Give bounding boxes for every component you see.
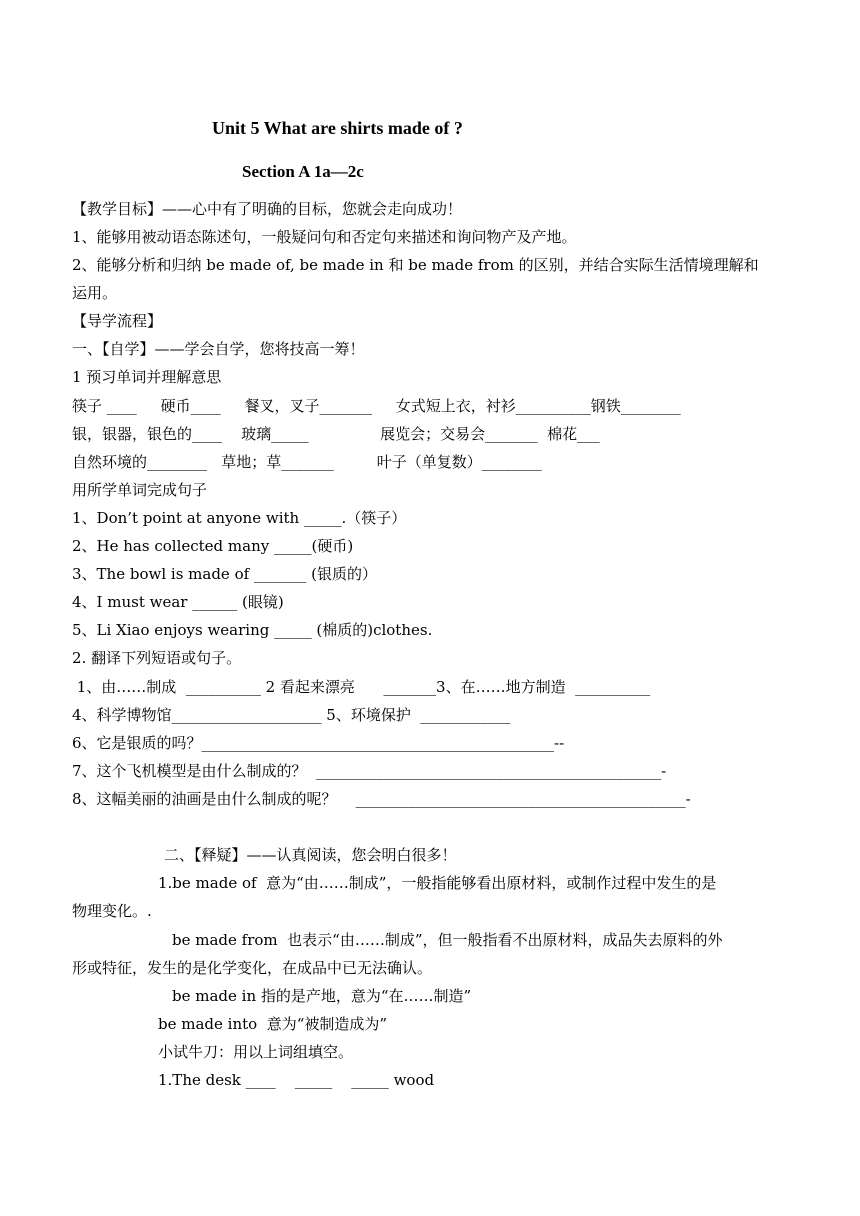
sentence-5: 5、Li Xiao enjoys wearing _____ (棉质的)clothes. <box>72 621 433 639</box>
vocab-row-1: 筷子 ____ 硬币____ 餐叉，叉子_______ 女式短上衣，衬衫__________钢铁________ <box>72 397 681 415</box>
explain-made-of: 1.be made of 意为“由……制成”，一般指能够看出原材料，或制作过程中发生的是 <box>158 874 717 892</box>
objectives-heading: 【教学目标】——心中有了明确的目标，您就会走向成功！ <box>72 200 463 218</box>
explain-made-from: be made from 也表示“由……制成”，但一般指看不出原材料，成品失去原料的外 <box>172 931 723 949</box>
sentence-2: 2、He has collected many _____(硬币) <box>72 537 354 555</box>
explain-made-into: be made into 意为“被制造成为” <box>158 1015 388 1033</box>
translate-row-2: 4、科学博物馆____________________ 5、环境保护 ____________ <box>72 706 511 724</box>
objective-2-cont: 运用。 <box>72 284 118 302</box>
sentence-3: 3、The bowl is made of _______ (银质的） <box>72 565 378 583</box>
unit-title: Unit 5 What are shirts made of ? <box>212 118 463 138</box>
vocab-row-3: 自然环境的________ 草地；草_______ 叶子（单复数）________ <box>72 453 542 471</box>
translate-heading: 2. 翻译下列短语或句子。 <box>72 649 242 667</box>
process-heading: 【导学流程】 <box>72 312 163 330</box>
self-study-heading: 一、【自学】——学会自学，您将技高一筹！ <box>72 340 365 358</box>
explain-made-from-cont: 形或特征，发生的是化学变化，在成品中已无法确认。 <box>72 959 433 977</box>
translate-row-5: 8、这幅美丽的油画是由什么制成的呢？ ____________________________________________- <box>72 790 691 808</box>
vocab-row-2: 银，银器，银色的____ 玻璃_____ 展览会；交易会_______ 棉花___ <box>72 425 600 443</box>
translate-row-3: 6、它是银质的吗？_______________________________________________-- <box>72 734 565 752</box>
practice-heading: 小试牛刀：用以上词组填空。 <box>158 1043 354 1061</box>
objective-2: 2、能够分析和归纳 be made of, be made in 和 be made from 的区别，并结合实际生活情境理解和 <box>72 256 759 274</box>
complete-sentences-heading: 用所学单词完成句子 <box>72 481 208 499</box>
clarify-heading: 二、【释疑】——认真阅读，您会明白很多！ <box>164 846 457 864</box>
objective-1: 1、能够用被动语态陈述句，一般疑问句和否定句来描述和询问物产及产地。 <box>72 228 577 246</box>
sentence-4: 4、I must wear ______ (眼镜) <box>72 593 284 611</box>
explain-made-in: be made in 指的是产地，意为“在……制造” <box>172 987 472 1005</box>
preview-words-heading: 1 预习单词并理解意思 <box>72 368 222 386</box>
sentence-1: 1、Don’t point at anyone with _____.（筷子） <box>72 509 407 527</box>
translate-row-1: 1、由……制成 __________ 2 看起来漂亮 _______3、在……地方制造 __________ <box>72 678 651 696</box>
translate-row-4: 7、这个飞机模型是由什么制成的？ ______________________________________________- <box>72 762 667 780</box>
practice-1: 1.The desk ____ _____ _____ wood <box>158 1071 435 1089</box>
explain-made-of-cont: 物理变化。. <box>72 902 152 920</box>
section-title: Section A 1a—2c <box>242 162 364 181</box>
